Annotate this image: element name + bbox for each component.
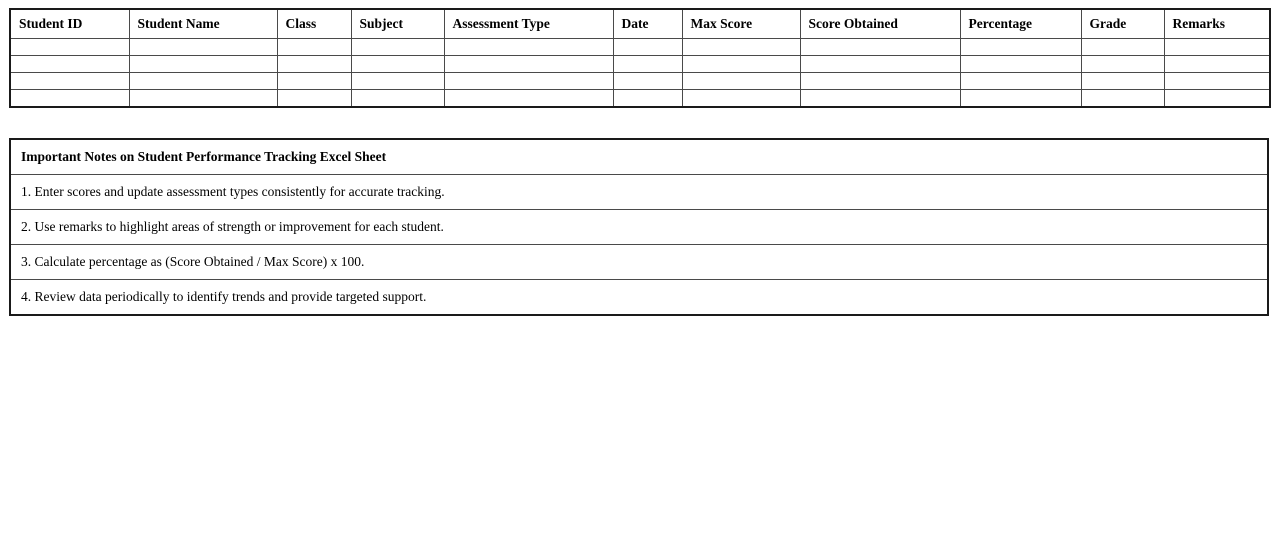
column-header-class: Class xyxy=(277,9,351,39)
note-item-2: 2. Use remarks to highlight areas of strength or improvement for each student. xyxy=(10,210,1268,245)
column-header-date: Date xyxy=(613,9,682,39)
cell-assessment-type[interactable] xyxy=(444,73,613,90)
cell-date[interactable] xyxy=(613,90,682,108)
cell-assessment-type[interactable] xyxy=(444,90,613,108)
cell-remarks[interactable] xyxy=(1164,73,1270,90)
notes-title: Important Notes on Student Performance Tracking Excel Sheet xyxy=(10,139,1268,175)
cell-student-id[interactable] xyxy=(10,56,129,73)
note-item-3: 3. Calculate percentage as (Score Obtained / Max Score) x 100. xyxy=(10,245,1268,280)
cell-remarks[interactable] xyxy=(1164,39,1270,56)
note-item-4: 4. Review data periodically to identify trends and provide targeted support. xyxy=(10,280,1268,316)
column-header-assessment-type: Assessment Type xyxy=(444,9,613,39)
cell-student-id[interactable] xyxy=(10,73,129,90)
column-header-subject: Subject xyxy=(351,9,444,39)
cell-grade[interactable] xyxy=(1081,56,1164,73)
cell-date[interactable] xyxy=(613,56,682,73)
cell-student-name[interactable] xyxy=(129,39,277,56)
header-row xyxy=(10,9,1270,39)
cell-student-name[interactable] xyxy=(129,90,277,108)
cell-remarks[interactable] xyxy=(1164,90,1270,108)
column-header-student-id: Student ID xyxy=(10,9,129,39)
cell-score-obtained[interactable] xyxy=(800,39,960,56)
cell-grade[interactable] xyxy=(1081,39,1164,56)
column-header-max-score: Max Score xyxy=(682,9,800,39)
cell-date[interactable] xyxy=(613,73,682,90)
cell-grade[interactable] xyxy=(1081,73,1164,90)
cell-student-name[interactable] xyxy=(129,73,277,90)
cell-percentage[interactable] xyxy=(960,39,1081,56)
note-item-1: 1. Enter scores and update assessment types consistently for accurate tracking. xyxy=(10,175,1268,210)
cell-percentage[interactable] xyxy=(960,56,1081,73)
cell-max-score[interactable] xyxy=(682,90,800,108)
cell-student-name[interactable] xyxy=(129,56,277,73)
cell-remarks[interactable] xyxy=(1164,56,1270,73)
tracking-table-container xyxy=(9,8,1269,108)
cell-percentage[interactable] xyxy=(960,73,1081,90)
cell-max-score[interactable] xyxy=(682,56,800,73)
cell-max-score[interactable] xyxy=(682,73,800,90)
cell-percentage[interactable] xyxy=(960,90,1081,108)
list-item xyxy=(10,245,1268,280)
list-item xyxy=(10,280,1268,316)
cell-grade[interactable] xyxy=(1081,90,1164,108)
notes-container xyxy=(9,138,1269,316)
table-row[interactable] xyxy=(10,56,1270,73)
student-performance-tracking-table xyxy=(9,8,1271,108)
column-header-percentage: Percentage xyxy=(960,9,1081,39)
column-header-student-name: Student Name xyxy=(129,9,277,39)
cell-class[interactable] xyxy=(277,56,351,73)
cell-subject[interactable] xyxy=(351,73,444,90)
cell-subject[interactable] xyxy=(351,90,444,108)
cell-subject[interactable] xyxy=(351,56,444,73)
cell-student-id[interactable] xyxy=(10,39,129,56)
cell-class[interactable] xyxy=(277,73,351,90)
cell-class[interactable] xyxy=(277,39,351,56)
column-header-score-obtained: Score Obtained xyxy=(800,9,960,39)
cell-assessment-type[interactable] xyxy=(444,39,613,56)
cell-assessment-type[interactable] xyxy=(444,56,613,73)
cell-score-obtained[interactable] xyxy=(800,90,960,108)
table-row[interactable] xyxy=(10,39,1270,56)
cell-student-id[interactable] xyxy=(10,90,129,108)
tracking-table-body xyxy=(10,39,1270,108)
column-header-grade: Grade xyxy=(1081,9,1164,39)
cell-class[interactable] xyxy=(277,90,351,108)
cell-score-obtained[interactable] xyxy=(800,56,960,73)
notes-title-row xyxy=(10,139,1268,175)
tracking-table-header xyxy=(10,9,1270,39)
cell-date[interactable] xyxy=(613,39,682,56)
column-header-remarks: Remarks xyxy=(1164,9,1270,39)
list-item xyxy=(10,175,1268,210)
important-notes-table xyxy=(9,138,1269,316)
cell-subject[interactable] xyxy=(351,39,444,56)
cell-max-score[interactable] xyxy=(682,39,800,56)
cell-score-obtained[interactable] xyxy=(800,73,960,90)
notes-table-body xyxy=(10,139,1268,315)
table-row[interactable] xyxy=(10,73,1270,90)
table-row[interactable] xyxy=(10,90,1270,108)
list-item xyxy=(10,210,1268,245)
